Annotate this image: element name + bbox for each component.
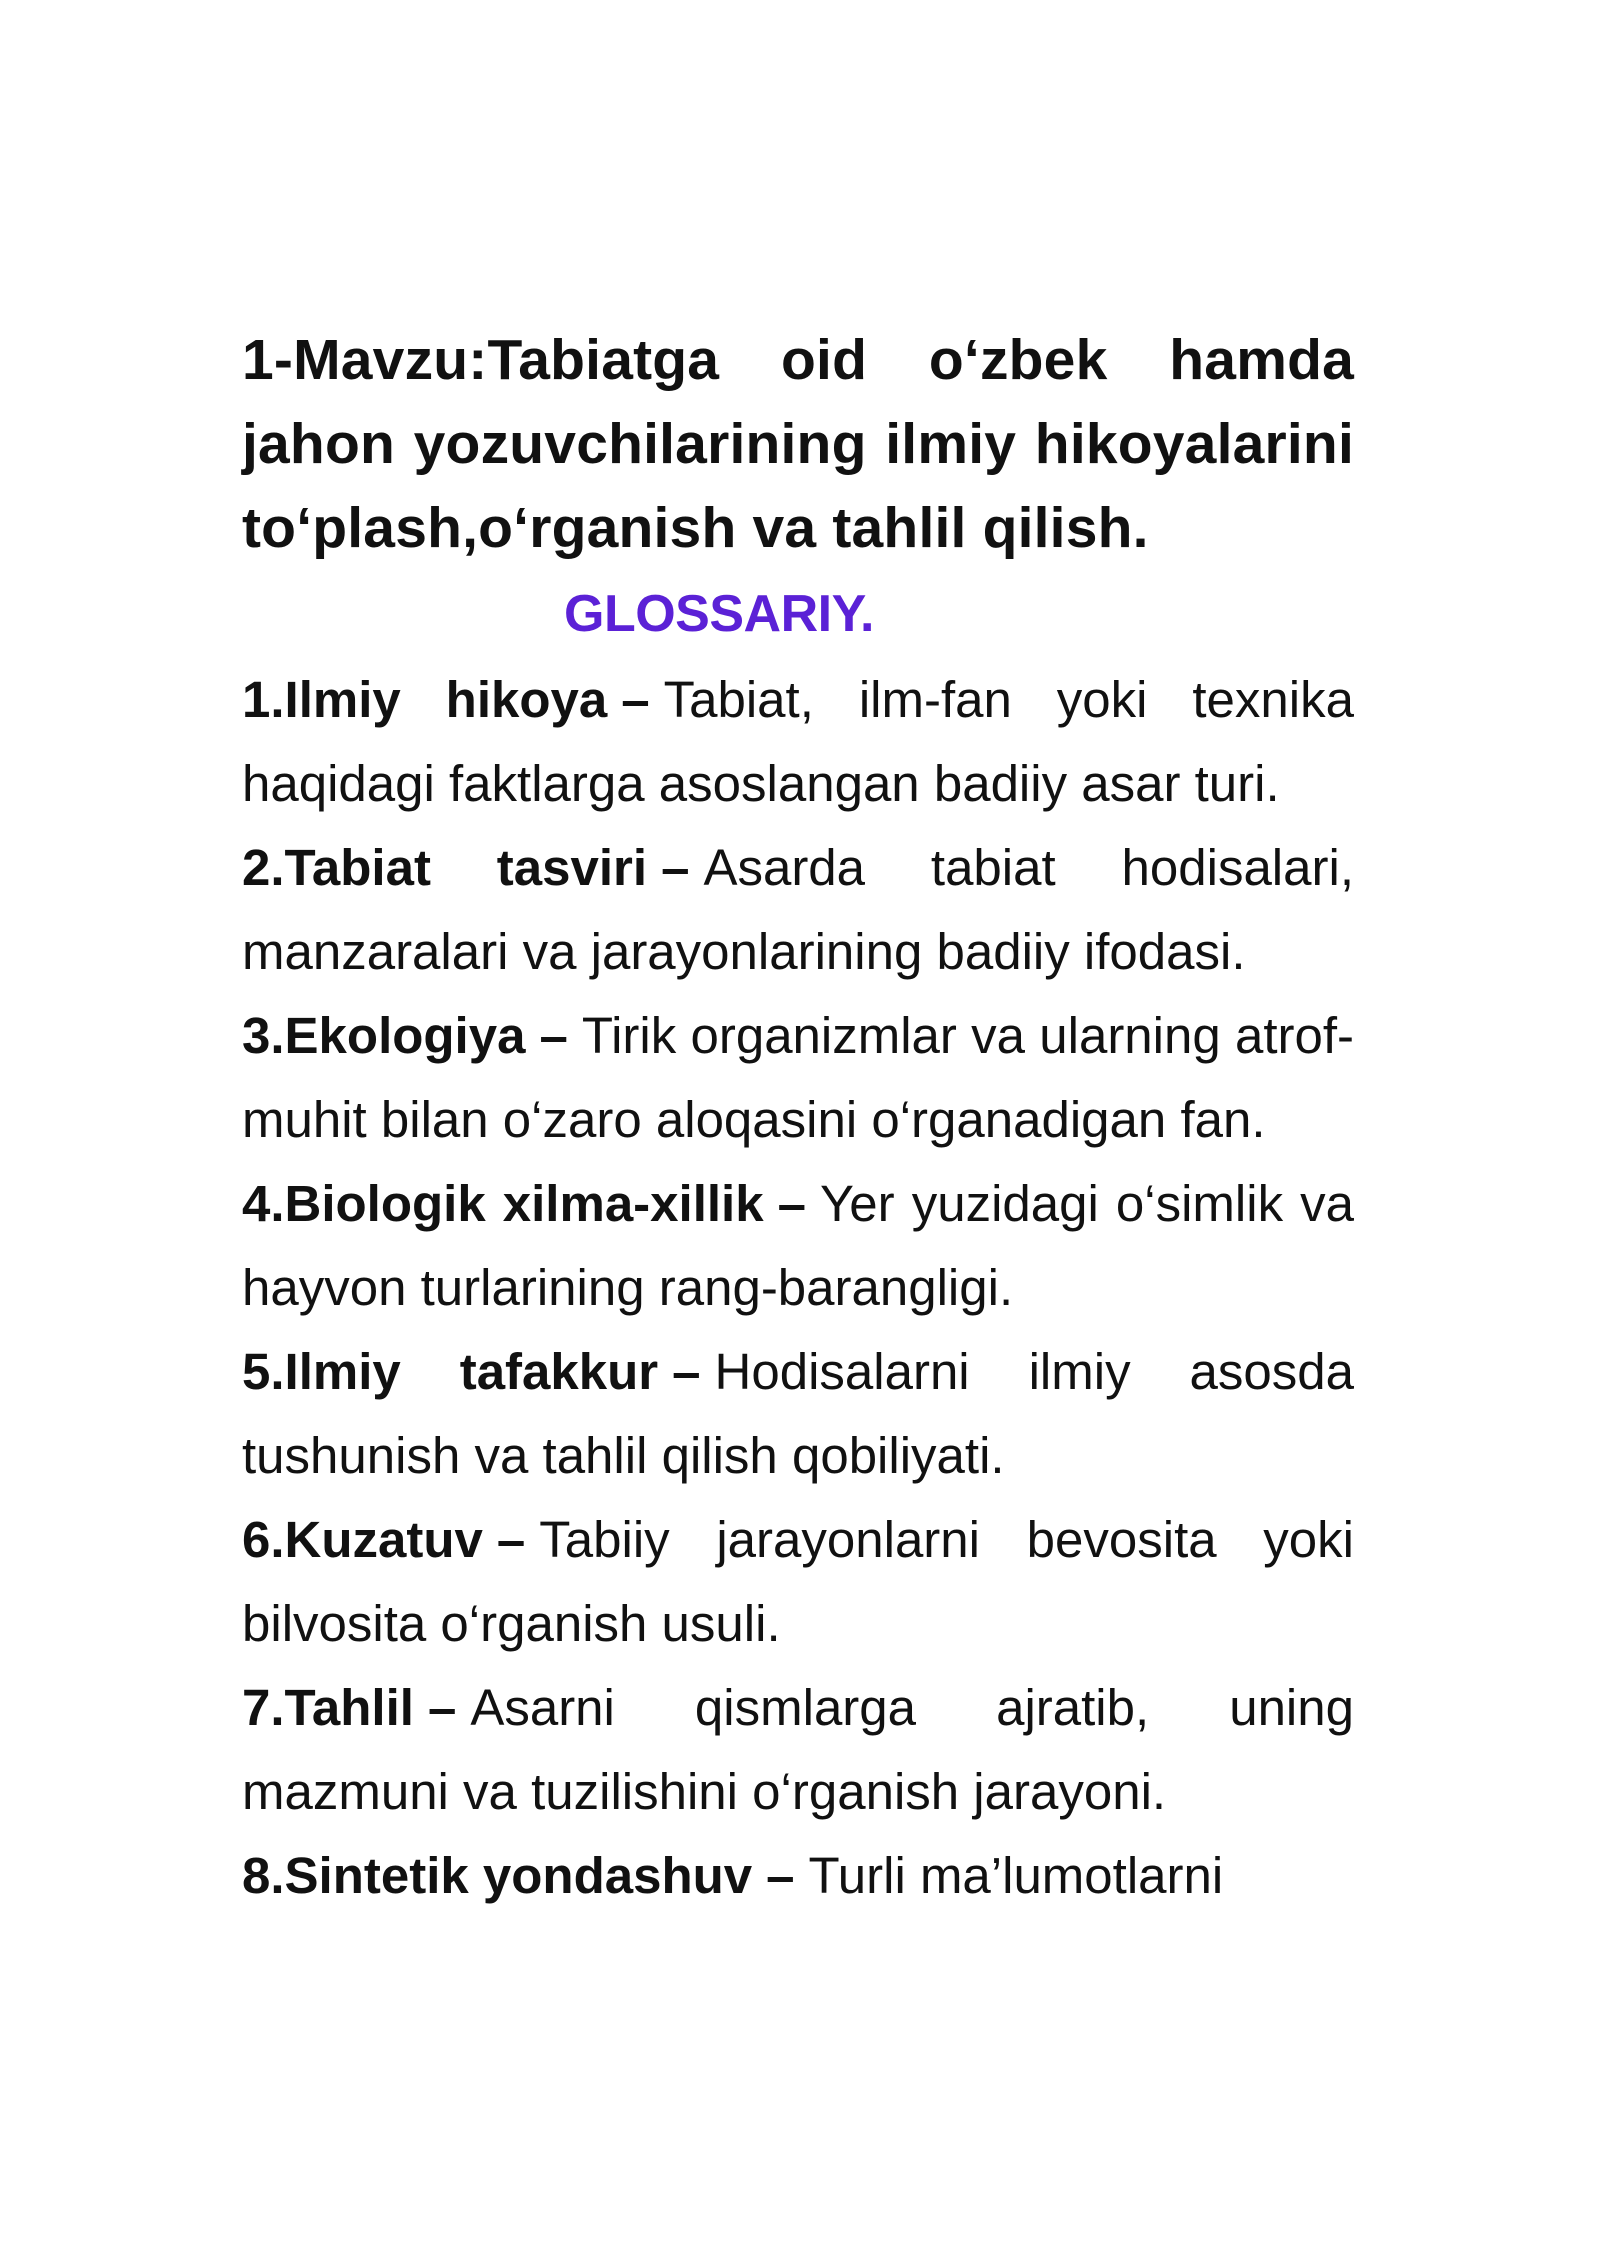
term-dash: – (539, 1007, 568, 1064)
glossary-entry (242, 994, 1354, 1162)
glossary-entry (242, 1498, 1354, 1666)
topic-title: 1-Mavzu:Tabiatga oid o‘zbek hamda jahon yozuvchilarining ilmiy hikoyalarini to‘plash,o‘rganish va tahlil qilish. (242, 328, 1354, 560)
term-dash: – (661, 839, 690, 896)
glossary-entry (242, 826, 1354, 994)
term-dash: – (766, 1847, 795, 1904)
glossary-entry (242, 658, 1354, 826)
glossary-definition: Tirik organizmlar va ularning atrof-muhit bilan o‘zaro aloqasini o‘rganadigan fan. (242, 1007, 1354, 1148)
glossary-entry (242, 1330, 1354, 1498)
glossary-definition: Tabiat, ilm-fan yoki texnika haqidagi faktlarga asoslangan badiiy asar turi. (242, 671, 1354, 812)
glossary-term: 4.Biologik xilma-xillik (242, 1175, 764, 1232)
glossary-term: 8.Sintetik yondashuv (242, 1847, 753, 1904)
glossary-entry (242, 1666, 1354, 1834)
glossary-definition: Asarni qismlarga ajratib, uning mazmuni va tuzilishini o‘rganish jarayoni. (242, 1679, 1354, 1820)
glossary-definition: Asarda tabiat hodisalari, manzaralari va jarayonlarining badiiy ifodasi. (242, 839, 1354, 980)
glossary-term: 5.Ilmiy tafakkur (242, 1343, 659, 1400)
glossary-term: 3.Ekologiya (242, 1007, 526, 1064)
term-dash: – (621, 671, 650, 728)
term-dash: – (427, 1679, 457, 1736)
glossary-entry (242, 1834, 1354, 1918)
term-dash: – (672, 1343, 701, 1400)
glossary-entry (242, 1162, 1354, 1330)
glossary-definition: Hodisalarni ilmiy asosda tushunish va tahlil qilish qobiliyati. (242, 1343, 1354, 1484)
glossary-definition: Tabiiy jarayonlarni bevosita yoki bilvosita o‘rganish usuli. (242, 1511, 1354, 1652)
glossary-definition: Turli ma’lumotlarni (808, 1847, 1224, 1904)
glossary-heading: GLOSSARIY. (564, 585, 874, 643)
document-page (242, 318, 1354, 1918)
term-dash: – (777, 1175, 806, 1232)
glossary-term: 7.Tahlil (242, 1679, 414, 1736)
glossary-list (242, 658, 1354, 1918)
glossary-term: 6.Kuzatuv (242, 1511, 483, 1568)
glossary-term: 2.Tabiat tasviri (242, 839, 648, 896)
glossary-definition: Yer yuzidagi o‘simlik va hayvon turlarining rang-barangligi. (242, 1175, 1354, 1316)
term-dash: – (496, 1511, 526, 1568)
glossary-term: 1.Ilmiy hikoya (242, 671, 608, 728)
